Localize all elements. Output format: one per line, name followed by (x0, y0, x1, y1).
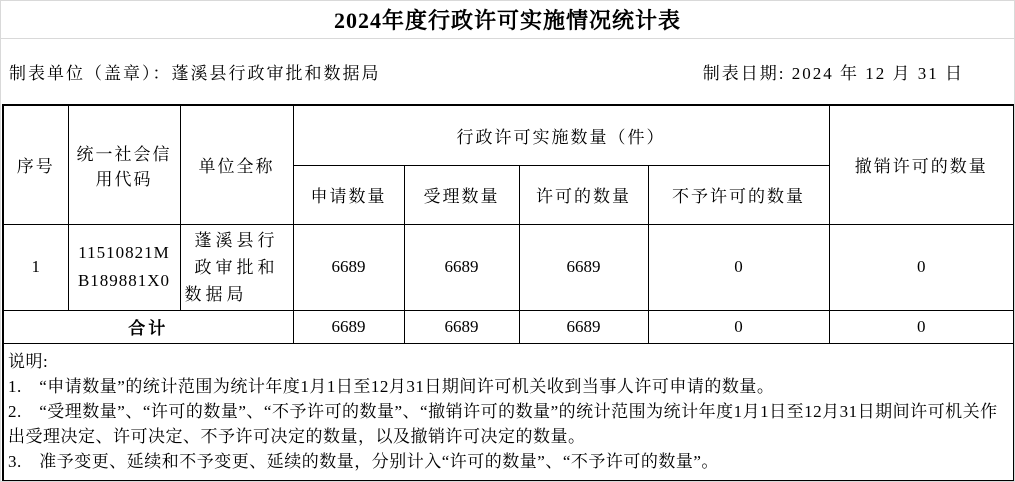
header-org-name: 单位全称 (180, 105, 293, 224)
cell-revoked: 0 (829, 224, 1014, 310)
header-granted: 许可的数量 (519, 165, 648, 224)
note-item: 1. “申请数量”的统计范围为统计年度1月1日至12月31日期间许可机关收到当事人许可申请的数量。 (8, 377, 775, 397)
stats-table (2, 104, 1015, 482)
notes-heading: 说明: (8, 352, 49, 372)
report-date-label: 制表日期: 2024 年 12 月 31 日 (702, 64, 964, 83)
cell-denied: 0 (648, 224, 829, 310)
cell-org-name: 蓬溪县行政审批和数据局 (180, 224, 293, 310)
title-bar (1, 1, 1014, 39)
header-revoked: 撤销许可的数量 (829, 105, 1014, 224)
total-denied: 0 (648, 310, 829, 343)
cell-applied: 6689 (293, 224, 404, 310)
header-impl-group: 行政许可实施数量（件） (293, 105, 829, 165)
header-credit-code: 统一社会信用代码 (68, 105, 180, 224)
header-row-group (3, 105, 1014, 165)
total-accepted: 6689 (404, 310, 519, 343)
report-title: 2024年度行政许可实施情况统计表 (333, 8, 681, 33)
total-granted: 6689 (519, 310, 648, 343)
cell-granted: 6689 (519, 224, 648, 310)
notes-row (3, 343, 1014, 481)
note-item: 2. “受理数量”、“许可的数量”、“不予许可的数量”、“撤销许可的数量”的统计范围为统计年度1月1日至12月31日期间许可机关作出受理决定、许可决定、不予许可决定的数量，以及撤销许可决定的数量。 (8, 402, 998, 447)
cell-seq: 1 (3, 224, 68, 310)
info-bar (1, 39, 1014, 104)
cell-accepted: 6689 (404, 224, 519, 310)
header-denied: 不予许可的数量 (648, 165, 829, 224)
total-revoked: 0 (829, 310, 1014, 343)
total-row (3, 310, 1014, 343)
header-accepted: 受理数量 (404, 165, 519, 224)
total-label: 合计 (3, 310, 293, 343)
table-row (3, 224, 1014, 310)
header-applied: 申请数量 (293, 165, 404, 224)
notes-section (3, 343, 1014, 481)
note-item: 3. 准予变更、延续和不予变更、延续的数量，分别计入“许可的数量”、“不予许可的数量”。 (8, 452, 719, 472)
cell-credit-code: 11510821MB189881X0 (68, 224, 180, 310)
prepared-by-label: 制表单位（盖章）：蓬溪县行政审批和数据局 (9, 64, 381, 83)
total-applied: 6689 (293, 310, 404, 343)
header-seq: 序号 (3, 105, 68, 224)
